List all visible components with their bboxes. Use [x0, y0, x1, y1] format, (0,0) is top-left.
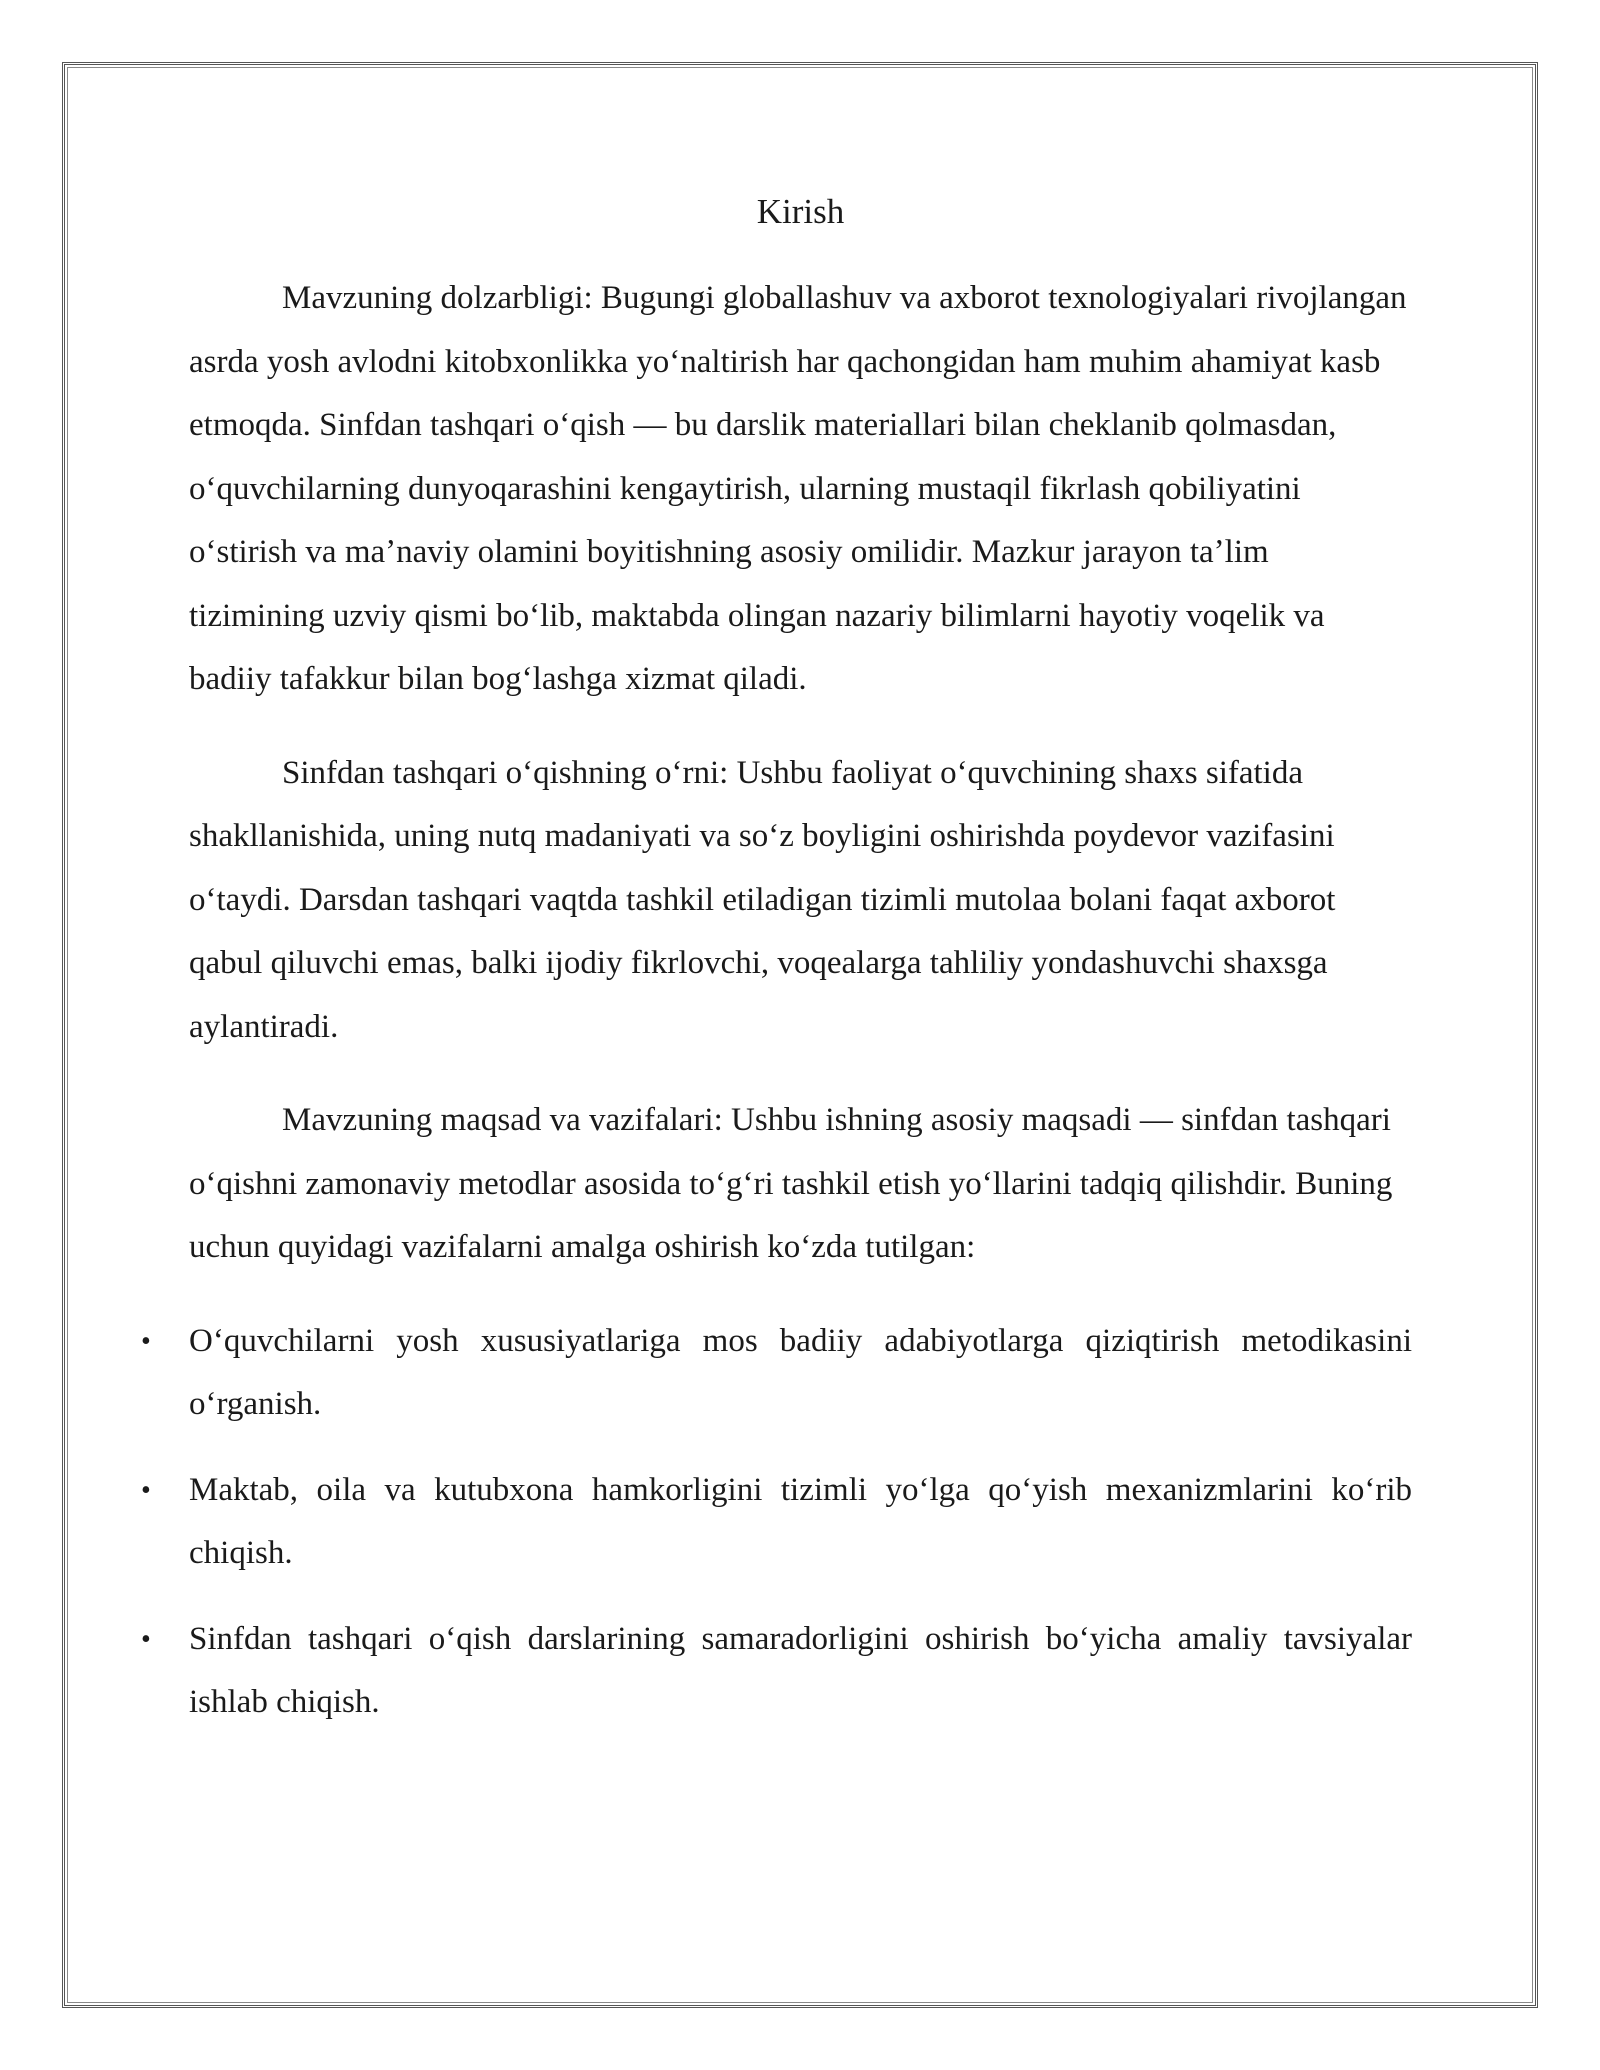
list-item-text: Sinfdan tashqari oʻqish darslarining samaradorligini oshirish boʻyicha amaliy tavsiyalar ishlab chiqish.: [189, 1620, 1412, 1720]
tasks-list: [141, 1310, 1412, 1735]
paragraph-relevance: Mavzuning dolzarbligi: Bugungi globallashuv va axborot texnologiyalari rivojlangan asrda yosh avlodni kitobxonlikka yoʻnaltirish har qachongidan ham muhim ahamiyat kasb etmoqda. Sinfdan tashqari oʻqish — bu darslik materiallari bilan cheklanib qolmasdan, oʻquvchilarning dunyoqarashini kengaytirish, ularning mustaqil fikrlash qobiliyatini oʻstirish va maʼnaviy olamini boyitishning asosiy omilidir. Mazkur jarayon taʼlim tizimining uzviy qismi boʻlib, maktabda olingan nazariy bilimlarni hayotiy voqelik va badiiy tafakkur bilan bogʻlashga xizmat qiladi.: [189, 280, 1407, 697]
list-item: [141, 1459, 1412, 1586]
list-item-text: Maktab, oila va kutubxona hamkorligini tizimli yoʻlga qoʻyish mexanizmlarini koʻrib chiqish.: [189, 1471, 1412, 1571]
list-item: [141, 1608, 1412, 1735]
list-item: [141, 1310, 1412, 1437]
bullet-icon: •: [141, 1623, 151, 1655]
document-body: [141, 180, 1412, 1757]
paragraph-role: Sinfdan tashqari oʻqishning oʻrni: Ushbu faoliyat oʻquvchining shaxs sifatida shakllanishida, uning nutq madaniyati va soʻz boyligini oshirishda poydevor vazifasini oʻtaydi. Darsdan tashqari vaqtda tashkil etiladigan tizimli mutolaa bolani faqat axborot qabul qiluvchi emas, balki ijodiy fikrlovchi, voqealarga tahliliy yondashuvchi shaxsga aylantiradi.: [189, 754, 1336, 1045]
bullet-icon: •: [141, 1474, 151, 1506]
paragraph-goals: Mavzuning maqsad va vazifalari: Ushbu ishning asosiy maqsadi — sinfdan tashqari oʻqishni zamonaviy metodlar asosida toʻgʻri tashkil etish yoʻllarini tadqiq qilishdir. Buning uchun quyidagi vazifalarni amalga oshirish koʻzda tutilgan:: [189, 1102, 1393, 1265]
bullet-icon: •: [141, 1325, 151, 1357]
list-item-text: Oʻquvchilarni yosh xususiyatlariga mos badiiy adabiyotlarga qiziqtirish metodikasini oʻrganish.: [189, 1322, 1412, 1422]
document-title: Kirish: [756, 192, 845, 231]
